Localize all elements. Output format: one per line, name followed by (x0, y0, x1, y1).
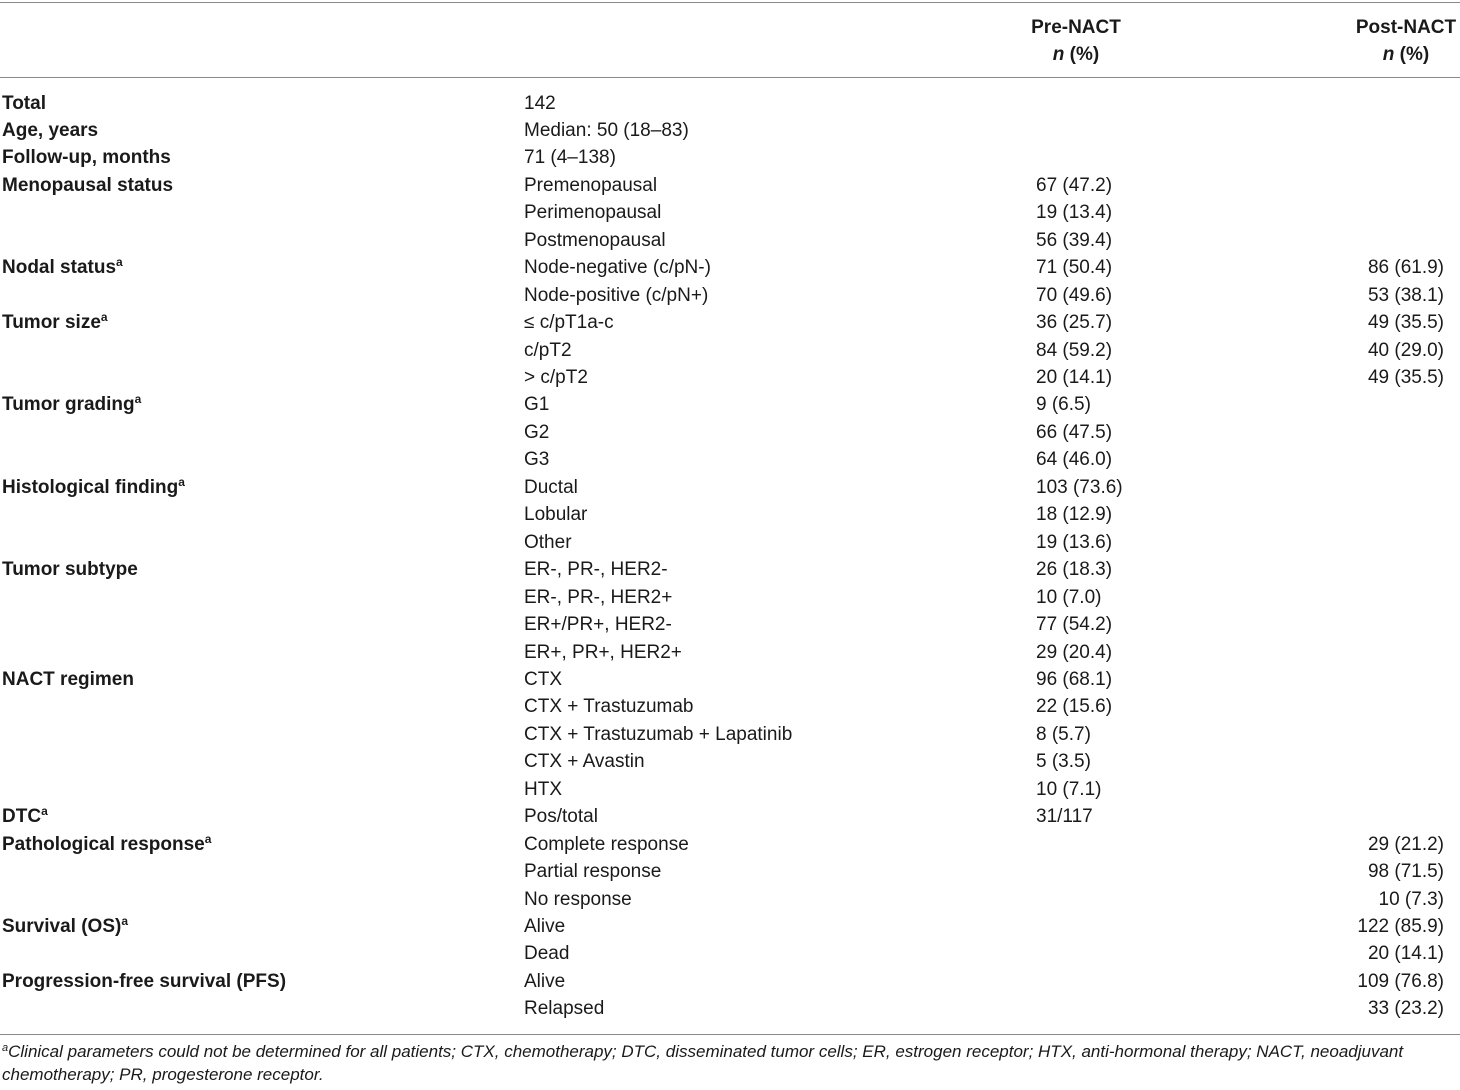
row-category: Median: 50 (18–83) (524, 119, 689, 141)
row-label: Tumor size$^a$ (2, 310, 108, 334)
footnote-text: Clinical parameters could not be determined for all patients; CTX, chemotherapy; DTC, disseminated tumor cells; ER, estrogen receptor; HTX, anti-hormonal therapy; NACT, neoadjuvant chemotherapy; PR, progesterone receptor. (2, 1042, 1404, 1084)
table-row (0, 474, 1460, 502)
table-row (0, 227, 1460, 255)
row-post-nact-value: 29 (21.2) (1367, 833, 1444, 855)
footnote (2, 1040, 1458, 1086)
row-category: Pos/total (524, 806, 598, 828)
row-category: Alive (524, 970, 566, 992)
table-row (0, 199, 1460, 227)
row-post-nact-value: 109 (76.8) (1357, 970, 1444, 992)
row-pre-nact-value: 19 (13.4) (1036, 202, 1113, 224)
row-post-nact-value: 33 (23.2) (1367, 998, 1444, 1020)
row-pre-nact-value: 22 (15.6) (1036, 696, 1113, 718)
row-pre-nact-value: 67 (47.2) (1036, 174, 1113, 196)
row-post-nact-value: 49 (35.5) (1367, 312, 1444, 334)
table-row (0, 968, 1460, 996)
row-pre-nact-value: 71 (50.4) (1036, 257, 1113, 279)
pre-nact-subtitle: n (%) (1052, 44, 1100, 65)
row-label: Menopausal status (2, 174, 174, 196)
row-category: ER+, PR+, HER2+ (524, 641, 682, 663)
row-pre-nact-value: 9 (6.5) (1036, 394, 1091, 416)
row-category: ER-, PR-, HER2+ (524, 586, 673, 608)
table-row (0, 721, 1460, 749)
table-row (0, 995, 1460, 1023)
row-category: Lobular (524, 504, 588, 526)
row-label: Follow-up, months (2, 147, 171, 169)
row-category: CTX + Trastuzumab (524, 696, 694, 718)
footnote-marker: a (121, 914, 129, 928)
row-pre-nact-value: 19 (13.6) (1036, 531, 1113, 553)
row-category: > c/pT2 (524, 367, 588, 388)
table-row (0, 446, 1460, 474)
post-nact-subtitle: n (%) (1382, 44, 1430, 65)
pre-nact-title: Pre-NACT (1031, 17, 1121, 38)
table-row (0, 419, 1460, 447)
row-label: Nodal status$^a$ (2, 255, 123, 279)
row-category: CTX (524, 668, 562, 690)
row-post-nact-value: 20 (14.1) (1367, 943, 1444, 965)
row-category: CTX + Trastuzumab + Lapatinib (524, 723, 793, 745)
table-row (0, 639, 1460, 667)
top-rule (0, 2, 1460, 3)
header-rule (0, 77, 1460, 78)
row-pre-nact-value: 77 (54.2) (1036, 614, 1113, 636)
row-category: ER+/PR+, HER2- (524, 614, 672, 636)
table-row (0, 886, 1460, 914)
row-category: G3 (524, 449, 550, 471)
row-label: Age, years (2, 119, 99, 141)
row-category: Complete response (524, 833, 689, 855)
row-category: Node-negative (c/pN-) (524, 257, 711, 279)
row-category: ≤ c/pT1a-c (524, 312, 614, 334)
row-category: c/pT2 (524, 339, 572, 361)
row-category: HTX (524, 778, 562, 800)
row-category: Perimenopausal (524, 202, 662, 224)
row-category: 71 (4–138) (524, 147, 616, 169)
table-row (0, 693, 1460, 721)
row-label: Tumor grading$^a$ (2, 392, 142, 416)
table-row (0, 172, 1460, 200)
row-pre-nact-value: 10 (7.1) (1036, 778, 1102, 800)
row-category: CTX + Avastin (524, 751, 645, 773)
row-category: Other (524, 531, 572, 553)
row-post-nact-value: 53 (38.1) (1367, 284, 1444, 306)
row-pre-nact-value: 10 (7.0) (1036, 586, 1102, 608)
table-row (0, 940, 1460, 968)
row-pre-nact-value: 56 (39.4) (1036, 229, 1113, 251)
row-category: ER-, PR-, HER2- (524, 559, 668, 581)
row-pre-nact-value: 5 (3.5) (1036, 751, 1091, 773)
footnote-marker: a (100, 310, 108, 325)
row-pre-nact-value: 36 (25.7) (1036, 312, 1113, 334)
row-pre-nact-value: 96 (68.1) (1036, 668, 1113, 690)
row-post-nact-value: 98 (71.5) (1367, 861, 1444, 883)
table-row (0, 117, 1460, 145)
table-row (0, 254, 1460, 282)
table-row (0, 776, 1460, 804)
row-label: Progression-free survival (PFS) (2, 970, 287, 992)
row-pre-nact-value: 103 (73.6) (1036, 476, 1123, 498)
table-row (0, 282, 1460, 310)
row-category: G2 (524, 421, 550, 443)
column-header-post-nact (1330, 14, 1460, 68)
footnote-marker: a (178, 474, 185, 489)
table-row (0, 391, 1460, 419)
row-category: No response (524, 888, 632, 910)
row-label: Total (2, 92, 46, 114)
row-pre-nact-value: 31/117 (1036, 806, 1093, 828)
row-pre-nact-value: 29 (20.4) (1036, 641, 1113, 663)
row-label: Survival (OS)$^a$ (2, 914, 129, 937)
row-label: Pathological response$^a$ (2, 831, 212, 855)
footnote-marker: a (2, 1042, 9, 1054)
table-row (0, 858, 1460, 886)
row-post-nact-value: 122 (85.9) (1357, 916, 1444, 937)
table-row (0, 90, 1460, 118)
table-row (0, 831, 1460, 859)
table-row (0, 803, 1460, 831)
row-category: Node-positive (c/pN+) (524, 284, 709, 306)
row-label: Histological finding$^a$ (2, 474, 185, 498)
row-post-nact-value: 86 (61.9) (1367, 257, 1444, 279)
table-row (0, 337, 1460, 365)
row-category: Premenopausal (524, 174, 658, 196)
row-pre-nact-value: 8 (5.7) (1036, 723, 1091, 745)
row-pre-nact-value: 26 (18.3) (1036, 559, 1113, 581)
table-row (0, 913, 1460, 941)
row-category: 142 (524, 92, 556, 114)
row-post-nact-value: 10 (7.3) (1378, 888, 1444, 910)
row-category: Alive (524, 916, 566, 937)
row-category: Relapsed (524, 998, 605, 1020)
table-row (0, 748, 1460, 776)
column-header-pre-nact (1000, 14, 1152, 68)
row-category: Dead (524, 943, 570, 965)
table-row (0, 364, 1460, 392)
footnote-marker: a (204, 831, 212, 846)
row-post-nact-value: 49 (35.5) (1367, 367, 1444, 388)
post-nact-title: Post-NACT (1355, 17, 1457, 38)
table-row (0, 309, 1460, 337)
row-label: Tumor subtype (2, 559, 138, 581)
bottom-rule (0, 1034, 1460, 1035)
row-pre-nact-value: 84 (59.2) (1036, 339, 1113, 361)
row-pre-nact-value: 64 (46.0) (1036, 449, 1113, 471)
footnote-marker: a (41, 804, 48, 819)
row-pre-nact-value: 70 (49.6) (1036, 284, 1113, 306)
row-label: DTC$^a$ (2, 804, 48, 828)
row-pre-nact-value: 20 (14.1) (1036, 367, 1113, 388)
row-pre-nact-value: 66 (47.5) (1036, 421, 1113, 443)
table-row (0, 556, 1460, 584)
row-post-nact-value: 40 (29.0) (1367, 339, 1444, 361)
table-row (0, 611, 1460, 639)
table-row (0, 501, 1460, 529)
row-category: Postmenopausal (524, 229, 666, 251)
footnote-marker: a (134, 392, 142, 407)
table-row (0, 666, 1460, 694)
row-category: G1 (524, 394, 550, 416)
table-row (0, 144, 1460, 172)
row-pre-nact-value: 18 (12.9) (1036, 504, 1113, 526)
table-row (0, 529, 1460, 557)
row-category: Ductal (524, 476, 578, 498)
row-label: NACT regimen (2, 668, 134, 690)
footnote-marker: a (116, 255, 123, 270)
row-category: Partial response (524, 861, 662, 883)
table-row (0, 584, 1460, 612)
